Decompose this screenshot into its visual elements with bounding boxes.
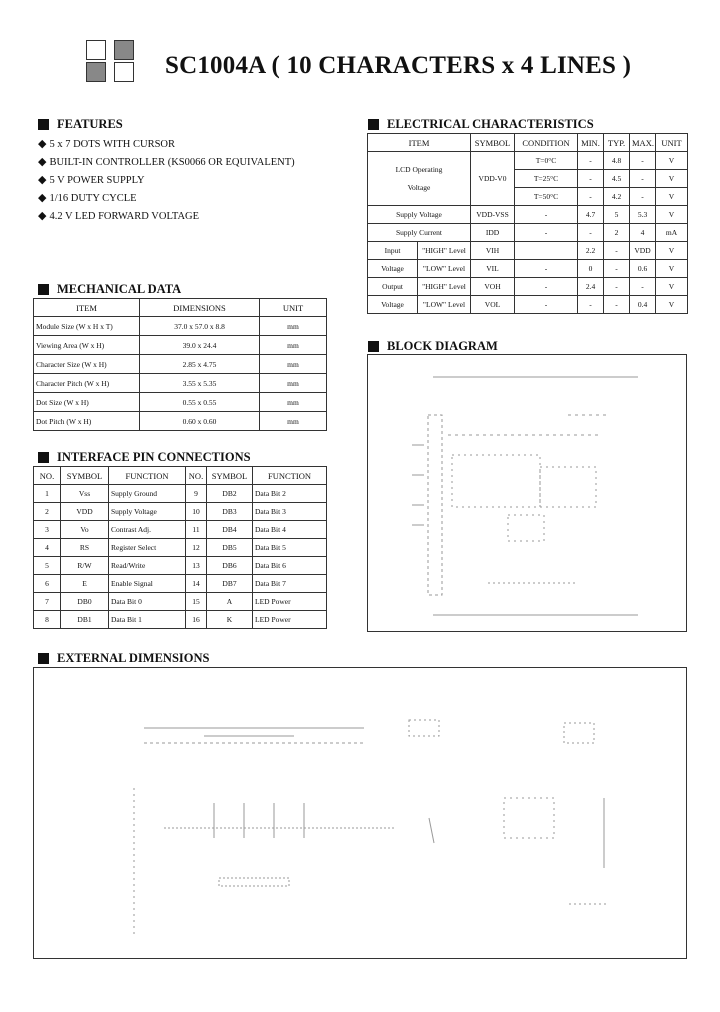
table-cell: - <box>515 260 578 278</box>
table-cell: Voltage <box>368 296 418 314</box>
table-cell: Read/Write <box>109 557 186 575</box>
table-cell: T=0°C <box>515 152 578 170</box>
table-cell: - <box>578 152 604 170</box>
table-cell: V <box>656 152 688 170</box>
feature-text: 5 x 7 DOTS WITH CURSOR <box>49 139 175 150</box>
table-cell: V <box>656 170 688 188</box>
table-cell: 2 <box>34 503 61 521</box>
table-cell: 7 <box>34 593 61 611</box>
table-cell: E <box>61 575 109 593</box>
external-heading <box>38 651 209 666</box>
header-cell: ITEM <box>368 134 471 152</box>
table-cell: VIH <box>471 242 515 260</box>
block-diagram-drawing <box>368 355 688 633</box>
table-cell: Data Bit 7 <box>253 575 327 593</box>
cell-text: Voltage <box>407 182 431 192</box>
table-cell: VDD <box>630 242 656 260</box>
table-cell: - <box>604 296 630 314</box>
table-cell: - <box>630 170 656 188</box>
external-dimensions-drawing <box>34 668 688 960</box>
table-cell: RS <box>61 539 109 557</box>
table-cell: R/W <box>61 557 109 575</box>
table-cell: - <box>604 242 630 260</box>
table-header-row <box>34 299 327 317</box>
table-row <box>34 575 327 593</box>
table-cell: V <box>656 242 688 260</box>
bullet-square-icon <box>368 119 379 130</box>
table-cell: DB4 <box>207 521 253 539</box>
table-cell: 13 <box>186 557 207 575</box>
table-cell: VDD <box>61 503 109 521</box>
table-cell: VIL <box>471 260 515 278</box>
table-cell: V <box>656 206 688 224</box>
table-row <box>368 206 688 224</box>
table-cell: A <box>207 593 253 611</box>
table-cell: mm <box>260 355 327 374</box>
table-cell: Data Bit 0 <box>109 593 186 611</box>
table-cell <box>368 152 471 206</box>
table-cell: Voltage <box>368 260 418 278</box>
table-cell: DB7 <box>207 575 253 593</box>
table-cell: Vss <box>61 485 109 503</box>
header-cell: NO. <box>34 467 61 485</box>
table-cell: V <box>656 278 688 296</box>
table-cell: Dot Size (W x H) <box>34 393 140 412</box>
table-header-row <box>368 134 688 152</box>
table-row <box>368 152 688 170</box>
table-cell: DB5 <box>207 539 253 557</box>
external-dimensions-frame <box>33 667 687 959</box>
header-cell: NO. <box>186 467 207 485</box>
table-cell: mm <box>260 336 327 355</box>
diamond-icon: ◆ <box>38 156 47 168</box>
table-cell: Output <box>368 278 418 296</box>
header-cell: SYMBOL <box>471 134 515 152</box>
table-row <box>34 539 327 557</box>
table-cell: 0 <box>578 260 604 278</box>
table-cell: 4 <box>34 539 61 557</box>
table-cell: DB3 <box>207 503 253 521</box>
table-cell: LED Power <box>253 611 327 629</box>
table-cell: 4.7 <box>578 206 604 224</box>
table-cell: Data Bit 6 <box>253 557 327 575</box>
table-row <box>34 503 327 521</box>
table-cell: K <box>207 611 253 629</box>
table-cell: Supply Voltage <box>368 206 471 224</box>
table-cell: VOL <box>471 296 515 314</box>
header-cell: FUNCTION <box>109 467 186 485</box>
table-cell: 6 <box>34 575 61 593</box>
mechanical-heading <box>38 282 181 297</box>
table-cell: "HIGH" Level <box>418 278 471 296</box>
table-cell: Register Select <box>109 539 186 557</box>
table-cell: 0.4 <box>630 296 656 314</box>
table-row <box>368 278 688 296</box>
table-cell: DB2 <box>207 485 253 503</box>
table-cell: 4.8 <box>604 152 630 170</box>
external-heading-text: EXTERNAL DIMENSIONS <box>57 651 210 665</box>
table-cell: 16 <box>186 611 207 629</box>
table-cell: 39.0 x 24.4 <box>140 336 260 355</box>
electrical-heading-text: ELECTRICAL CHARACTERISTICS <box>387 117 594 131</box>
electrical-table <box>367 133 688 314</box>
table-cell: - <box>515 296 578 314</box>
bullet-square-icon <box>368 341 379 352</box>
feature-item <box>38 209 199 222</box>
header-cell: CONDITION <box>515 134 578 152</box>
feature-text: BUILT-IN CONTROLLER (KS0066 OR EQUIVALENT) <box>49 157 295 168</box>
features-heading-text: FEATURES <box>57 117 123 131</box>
table-cell: 0.55 x 0.55 <box>140 393 260 412</box>
table-cell: - <box>578 224 604 242</box>
table-cell: 15 <box>186 593 207 611</box>
logo-square-2 <box>114 40 134 60</box>
bullet-square-icon <box>38 119 49 130</box>
table-row <box>368 224 688 242</box>
diamond-icon: ◆ <box>38 138 47 150</box>
table-cell: Supply Ground <box>109 485 186 503</box>
table-cell: - <box>578 296 604 314</box>
table-cell: - <box>515 206 578 224</box>
table-cell: 5 <box>34 557 61 575</box>
table-cell: 4.2 <box>604 188 630 206</box>
header-cell: UNIT <box>656 134 688 152</box>
header-cell: SYMBOL <box>61 467 109 485</box>
logo-square-1 <box>86 40 106 60</box>
table-cell: V <box>656 260 688 278</box>
features-heading <box>38 117 123 132</box>
table-cell: 3 <box>34 521 61 539</box>
cell-text: LCD Operating <box>395 164 443 174</box>
block-diagram-heading-text: BLOCK DIAGRAM <box>387 339 498 353</box>
table-cell: "HIGH" Level <box>418 242 471 260</box>
table-cell: Data Bit 4 <box>253 521 327 539</box>
table-cell: DB6 <box>207 557 253 575</box>
feature-text: 5 V POWER SUPPLY <box>49 175 145 186</box>
table-cell: 0.60 x 0.60 <box>140 412 260 431</box>
header-cell: FUNCTION <box>253 467 327 485</box>
table-cell: V <box>656 296 688 314</box>
electrical-heading <box>368 117 594 132</box>
bullet-square-icon <box>38 452 49 463</box>
table-cell: 2.4 <box>578 278 604 296</box>
table-cell: Data Bit 5 <box>253 539 327 557</box>
table-row <box>34 374 327 393</box>
table-row <box>34 355 327 374</box>
table-cell: DB0 <box>61 593 109 611</box>
table-row <box>368 260 688 278</box>
diamond-icon: ◆ <box>38 174 47 186</box>
table-cell: 10 <box>186 503 207 521</box>
table-cell: - <box>604 260 630 278</box>
table-cell <box>515 242 578 260</box>
table-cell: - <box>578 170 604 188</box>
table-cell: Module Size (W x H x T) <box>34 317 140 336</box>
table-cell: mm <box>260 317 327 336</box>
table-row <box>34 485 327 503</box>
table-cell: Data Bit 1 <box>109 611 186 629</box>
table-row <box>368 242 688 260</box>
feature-item <box>38 137 175 150</box>
table-cell: Supply Voltage <box>109 503 186 521</box>
table-cell: Character Size (W x H) <box>34 355 140 374</box>
feature-item <box>38 191 137 204</box>
table-cell: V <box>656 188 688 206</box>
table-row <box>34 336 327 355</box>
header-cell: MAX. <box>630 134 656 152</box>
header-cell: SYMBOL <box>207 467 253 485</box>
table-cell: Enable Signal <box>109 575 186 593</box>
table-cell: - <box>630 188 656 206</box>
table-cell: Vo <box>61 521 109 539</box>
table-cell: Input <box>368 242 418 260</box>
pins-table <box>33 466 327 629</box>
table-cell: "LOW" Level <box>418 260 471 278</box>
table-cell: 12 <box>186 539 207 557</box>
table-row <box>368 296 688 314</box>
table-cell: Data Bit 3 <box>253 503 327 521</box>
table-cell: Viewing Area (W x H) <box>34 336 140 355</box>
table-row <box>34 521 327 539</box>
block-diagram-heading <box>368 339 498 354</box>
table-row <box>34 593 327 611</box>
table-cell: - <box>604 278 630 296</box>
feature-item <box>38 173 145 186</box>
header-cell: ITEM <box>34 299 140 317</box>
table-row <box>34 611 327 629</box>
table-cell: 4.5 <box>604 170 630 188</box>
table-row <box>34 557 327 575</box>
header-cell: DIMENSIONS <box>140 299 260 317</box>
table-cell: - <box>630 278 656 296</box>
table-cell: Contrast Adj. <box>109 521 186 539</box>
table-cell: - <box>630 152 656 170</box>
block-diagram-frame <box>367 354 687 632</box>
page-title: SC1004A ( 10 CHARACTERS x 4 LINES ) <box>165 52 632 79</box>
table-cell: VDD-V0 <box>471 152 515 206</box>
table-cell: VOH <box>471 278 515 296</box>
table-cell: "LOW" Level <box>418 296 471 314</box>
header-cell: MIN. <box>578 134 604 152</box>
table-row <box>34 393 327 412</box>
table-cell: mm <box>260 393 327 412</box>
feature-text: 4.2 V LED FORWARD VOLTAGE <box>49 211 200 222</box>
table-cell: 9 <box>186 485 207 503</box>
table-cell: 2.85 x 4.75 <box>140 355 260 374</box>
table-cell: T=25°C <box>515 170 578 188</box>
header-cell: UNIT <box>260 299 327 317</box>
table-cell: 3.55 x 5.35 <box>140 374 260 393</box>
table-cell: IDD <box>471 224 515 242</box>
table-cell: 4 <box>630 224 656 242</box>
table-cell: 5.3 <box>630 206 656 224</box>
pins-heading <box>38 450 251 465</box>
feature-item <box>38 155 295 168</box>
table-cell: 8 <box>34 611 61 629</box>
table-cell: 11 <box>186 521 207 539</box>
table-cell: mm <box>260 374 327 393</box>
table-row <box>34 317 327 336</box>
table-cell: LED Power <box>253 593 327 611</box>
diamond-icon: ◆ <box>38 192 47 204</box>
pins-heading-text: INTERFACE PIN CONNECTIONS <box>57 450 251 464</box>
table-cell: - <box>578 188 604 206</box>
table-cell: 5 <box>604 206 630 224</box>
table-cell: - <box>515 278 578 296</box>
table-cell: 2 <box>604 224 630 242</box>
table-cell: VDD-VSS <box>471 206 515 224</box>
table-cell: 37.0 x 57.0 x 8.8 <box>140 317 260 336</box>
table-cell: 2.2 <box>578 242 604 260</box>
logo-square-4 <box>114 62 134 82</box>
logo-square-3 <box>86 62 106 82</box>
table-cell: - <box>515 224 578 242</box>
table-cell: 14 <box>186 575 207 593</box>
mechanical-table <box>33 298 327 431</box>
bullet-square-icon <box>38 653 49 664</box>
table-row <box>34 412 327 431</box>
feature-text: 1/16 DUTY CYCLE <box>49 193 137 204</box>
bullet-square-icon <box>38 284 49 295</box>
diamond-icon: ◆ <box>38 210 47 222</box>
mechanical-heading-text: MECHANICAL DATA <box>57 282 182 296</box>
table-cell: 1 <box>34 485 61 503</box>
table-cell: Data Bit 2 <box>253 485 327 503</box>
table-cell: Character Pitch (W x H) <box>34 374 140 393</box>
table-cell: mA <box>656 224 688 242</box>
table-cell: DB1 <box>61 611 109 629</box>
table-cell: Dot Pitch (W x H) <box>34 412 140 431</box>
header-cell: TYP. <box>604 134 630 152</box>
table-cell: 0.6 <box>630 260 656 278</box>
table-cell: mm <box>260 412 327 431</box>
table-header-row <box>34 467 327 485</box>
table-cell: T=50°C <box>515 188 578 206</box>
table-cell: Supply Current <box>368 224 471 242</box>
